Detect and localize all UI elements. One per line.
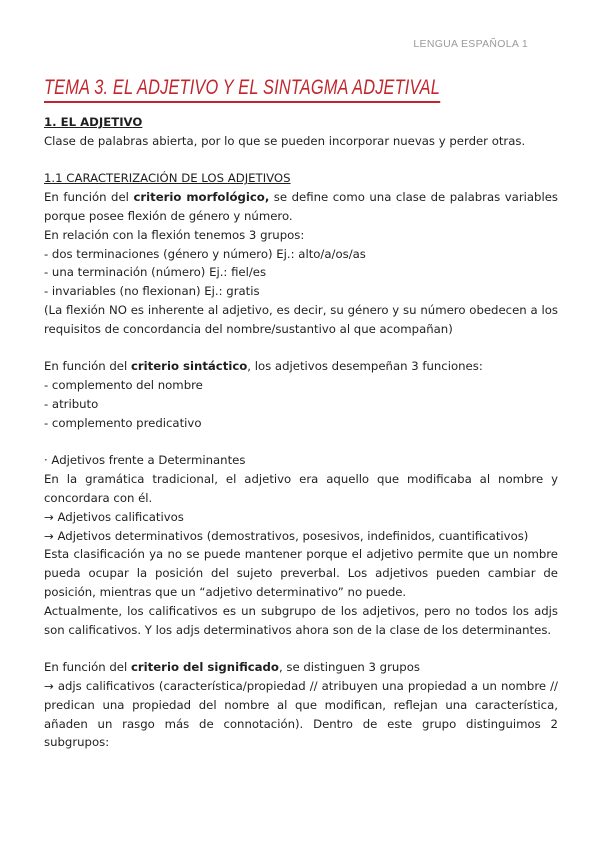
list-item: - invariables (no flexionan) Ej.: gratis <box>44 284 260 299</box>
qualifying-adjectives-paragraph: → adjs calificativos (característica/propiedad // atribuyen una propiedad a un nombre // predican una propiedad del nombre al que modifican, reflejan una característica, añaden un rasgo más de connotación). Dentro de este grupo distinguimos 2 subgrupos: <box>44 678 558 750</box>
list-item: - complemento predicativo <box>44 415 202 430</box>
current-view-paragraph: Actualmente, los calificativos es un subgrupo de los adjetivos, pero no todos los adjs son calificativos. Y los adjs determinativos ahora son de la clase de los determinantes. <box>44 603 558 637</box>
flexion-note: (La flexión NO es inherente al adjetivo, es decir, su género y su número obedecen a los requisitos de concordancia del nombre/sustantivo al que acompañan) <box>44 302 558 336</box>
section-intro: Clase de palabras abierta, por lo que se pueden incorporar nuevas y perder otras. <box>44 133 526 148</box>
course-header: LENGUA ESPAÑOLA 1 <box>413 38 528 50</box>
arrow-item: → Adjetivos calificativos <box>44 509 184 524</box>
meaning-term: criterio del significado <box>130 660 279 675</box>
traditional-grammar-paragraph: En la gramática tradicional, el adjetivo era aquello que modificaba al nombre y concordara con él. <box>44 472 558 505</box>
determiners-heading: · Adjetivos frente a Determinantes <box>44 453 246 468</box>
subsection-heading-1-1: 1.1 CARACTERIZACIÓN DE LOS ADJETIVOS <box>44 171 291 186</box>
list-item: - complemento del nombre <box>44 378 203 393</box>
morphological-paragraph: En función del criterio morfológico, se define como una clase de palabras variables porque posee flexión de género y número. <box>44 190 558 223</box>
classification-paragraph: Esta clasificación ya no se puede mantener porque el adjetivo permite que un nombre pueda ocupar la posición del sujeto preverbal. Los adjetivos pueden cambiar de posición, mientras que un “adjetivo determinativo” no puede. <box>44 547 558 599</box>
list-item: - dos terminaciones (género y número) Ej.: alto/a/os/as <box>44 246 366 261</box>
morphological-term: criterio morfológico, <box>133 190 270 205</box>
syntactic-paragraph: En función del criterio sintáctico, los adjetivos desempeñan 3 funciones: <box>44 359 483 374</box>
list-item: - atributo <box>44 396 99 411</box>
flexion-intro: En relación con la flexión tenemos 3 grupos: <box>44 227 305 242</box>
page-title: TEMA 3. EL ADJETIVO Y EL SINTAGMA ADJETIVAL <box>44 76 440 103</box>
section-heading-1: 1. EL ADJETIVO <box>44 115 143 129</box>
list-item: - una terminación (número) Ej.: fiel/es <box>44 265 267 280</box>
meaning-paragraph: En función del criterio del significado, se distinguen 3 grupos <box>44 660 420 675</box>
document-body <box>44 113 558 752</box>
syntactic-term: criterio sintáctico <box>130 359 248 374</box>
arrow-item: → Adjetivos determinativos (demostrativos, posesivos, indefinidos, cuantificativos) <box>44 528 529 543</box>
